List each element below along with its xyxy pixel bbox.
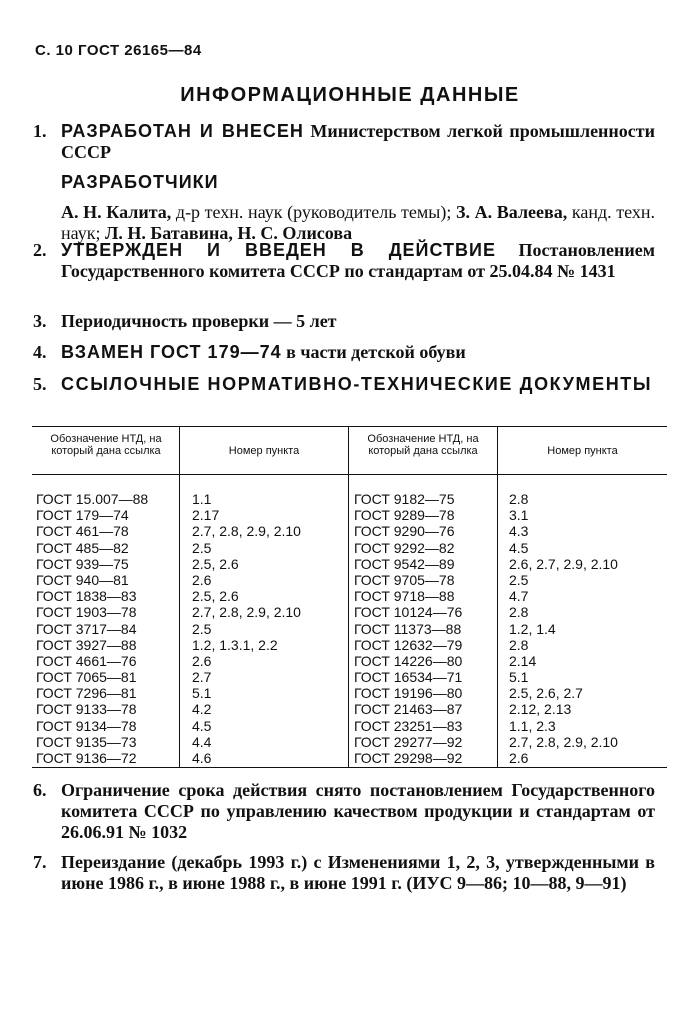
section-6 — [33, 780, 655, 843]
section-number: 3. — [33, 311, 47, 331]
table-cell-item: 2.17 — [192, 507, 220, 524]
section-2 — [33, 240, 655, 282]
table-cell-item: 4.7 — [509, 588, 529, 605]
table-cell-item: 4.3 — [509, 523, 529, 540]
table-cell-doc: ГОСТ 461—78 — [36, 523, 129, 540]
column-divider — [179, 427, 180, 767]
table-cell-item: 1.2, 1.3.1, 2.2 — [192, 636, 278, 653]
table-cell-item: 2.6 — [192, 571, 212, 588]
table-cell-doc: ГОСТ 9292—82 — [354, 539, 455, 556]
table-cell-doc: ГОСТ 9289—78 — [354, 507, 455, 524]
table-cell-doc: ГОСТ 7065—81 — [36, 669, 137, 686]
table-cell-doc: ГОСТ 9134—78 — [36, 717, 137, 734]
table-cell-item: 2.8 — [509, 491, 529, 507]
section-5 — [33, 374, 655, 395]
table-cell-doc: ГОСТ 9182—75 — [354, 491, 455, 507]
section-number: 5. — [33, 374, 47, 394]
table-cell-item: 1.1 — [192, 491, 212, 507]
table-cell-doc: ГОСТ 7296—81 — [36, 685, 137, 702]
table-cell-item: 1.2, 1.4 — [509, 620, 556, 637]
table-cell-doc: ГОСТ 179—74 — [36, 507, 129, 524]
column-header-item: Номер пункта — [228, 445, 300, 457]
section-lead: ВЗАМЕН ГОСТ 179—74 — [61, 342, 282, 362]
table-cell-item: 2.5 — [192, 539, 212, 556]
table-cell-item: 2.7, 2.8, 2.9, 2.10 — [192, 523, 301, 540]
left-docs-column — [36, 491, 148, 766]
section-4 — [33, 342, 655, 363]
column-header-ntd: Обозначение НТД, на который дана ссылка — [50, 433, 162, 457]
table-cell-doc: ГОСТ 11373—88 — [354, 620, 462, 637]
section-text: Постановлением Государственного комитета СССР по стандартам от 25.04.84 № 1431 — [61, 240, 656, 281]
table-cell-doc: ГОСТ 12632—79 — [354, 636, 463, 653]
section-number: 1. — [33, 121, 47, 141]
section-1 — [33, 121, 655, 244]
right-docs-column — [354, 491, 462, 766]
developer-role: д-р техн. наук (руководитель темы); — [175, 202, 452, 222]
table-cell-item: 4.2 — [192, 701, 212, 718]
table-cell-doc: ГОСТ 485—82 — [36, 539, 129, 556]
section-3 — [33, 311, 655, 332]
table-cell-doc: ГОСТ 3717—84 — [36, 620, 137, 637]
table-cell-item: 1.1, 2.3 — [509, 717, 556, 734]
table-cell-item: 2.8 — [509, 636, 529, 653]
developers-heading: РАЗРАБОТЧИКИ — [61, 172, 219, 192]
table-cell-item: 2.14 — [509, 652, 537, 669]
table-cell-doc: ГОСТ 9135—73 — [36, 733, 137, 750]
table-cell-doc: ГОСТ 16534—71 — [354, 669, 463, 686]
table-cell-doc: ГОСТ 21463—87 — [354, 701, 463, 718]
column-divider — [348, 427, 349, 767]
table-cell-doc: ГОСТ 939—75 — [36, 555, 129, 572]
table-cell-item: 2.8 — [509, 604, 529, 621]
table-cell-doc: ГОСТ 15.007—88 — [36, 491, 149, 507]
section-text: Министерством легкой промышленности СССР — [61, 121, 655, 162]
table-cell-doc: ГОСТ 23251—83 — [354, 717, 463, 734]
section-number: 2. — [33, 240, 47, 260]
table-cell-doc: ГОСТ 1903—78 — [36, 604, 137, 621]
table-cell-doc: ГОСТ 19196—80 — [354, 685, 463, 702]
section-text: Переиздание (декабрь 1993 г.) с Изменениями 1, 2, 3, утвержденными в июне 1986 г., в июне 1988 г., в июне 1991 г. (ИУС 9—86; 10—88, 9—91) — [61, 852, 655, 893]
table-cell-item: 4.4 — [192, 733, 212, 750]
header-divider — [32, 474, 667, 475]
table-cell-item: 5.1 — [192, 685, 212, 702]
developer-name: Л. Н. Батавина, Н. С. Олисова — [104, 223, 353, 243]
table-cell-doc: ГОСТ 940—81 — [36, 571, 129, 588]
section-lead: ССЫЛОЧНЫЕ НОРМАТИВНО-ТЕХНИЧЕСКИЕ ДОКУМЕНТЫ — [61, 374, 653, 394]
page-title: ИНФОРМАЦИОННЫЕ ДАННЫЕ — [180, 84, 520, 106]
table-cell-item: 2.12, 2.13 — [509, 701, 572, 718]
column-divider — [497, 427, 498, 767]
section-number: 7. — [33, 852, 47, 872]
table-cell-doc: ГОСТ 9136—72 — [36, 750, 137, 766]
table-cell-item: 2.6 — [192, 652, 212, 669]
left-items-column — [192, 491, 301, 766]
table-cell-item: 4.6 — [192, 750, 212, 766]
developer-role: канд. техн. наук; — [61, 202, 656, 243]
table-cell-doc: ГОСТ 9133—78 — [36, 701, 137, 718]
table-cell-doc: ГОСТ 9705—78 — [354, 571, 455, 588]
section-lead: РАЗРАБОТАН И ВНЕСЕН — [61, 121, 304, 141]
section-text: Ограничение срока действия снято постановлением Государственного комитета СССР по управлению качеством продукции и стандартам от 26.06.91 № 1032 — [61, 780, 655, 842]
right-items-column — [509, 491, 618, 766]
developer-name: А. Н. Калита, — [61, 202, 172, 222]
table-cell-item: 5.1 — [509, 669, 529, 686]
table-cell-doc: ГОСТ 29298—92 — [354, 750, 463, 766]
table-cell-item: 2.6, 2.7, 2.9, 2.10 — [509, 555, 618, 572]
table-cell-item: 3.1 — [509, 507, 529, 524]
table-cell-doc: ГОСТ 14226—80 — [354, 652, 463, 669]
table-cell-doc: ГОСТ 10124—76 — [354, 604, 463, 621]
table-cell-item: 2.5, 2.6, 2.7 — [509, 685, 583, 702]
table-cell-doc: ГОСТ 9718—88 — [354, 588, 455, 605]
table-cell-item: 2.5 — [509, 571, 529, 588]
table-cell-item: 4.5 — [509, 539, 529, 556]
section-text: Периодичность проверки — 5 лет — [61, 311, 337, 331]
table-cell-doc: ГОСТ 9542—89 — [354, 555, 455, 572]
table-cell-item: 2.7, 2.8, 2.9, 2.10 — [509, 733, 618, 750]
column-header-item: Номер пункта — [547, 445, 618, 457]
section-lead: УТВЕРЖДЕН И ВВЕДЕН В ДЕЙСТВИЕ — [61, 240, 496, 260]
section-7 — [33, 852, 655, 894]
table-cell-doc: ГОСТ 3927—88 — [36, 636, 137, 653]
developer-name: З. А. Валеева, — [456, 202, 568, 222]
page-header: С. 10 ГОСТ 26165—84 — [35, 42, 202, 59]
table-cell-doc: ГОСТ 9290—76 — [354, 523, 455, 540]
table-cell-item: 4.5 — [192, 717, 212, 734]
table-cell-item: 2.6 — [509, 750, 529, 766]
references-table — [32, 426, 667, 768]
table-cell-item: 2.5, 2.6 — [192, 555, 239, 572]
table-cell-item: 2.5, 2.6 — [192, 588, 239, 605]
table-cell-doc: ГОСТ 1838—83 — [36, 588, 137, 605]
table-cell-item: 2.5 — [192, 620, 212, 637]
table-cell-doc: ГОСТ 29277—92 — [354, 733, 463, 750]
section-number: 4. — [33, 342, 47, 362]
column-header-ntd: Обозначение НТД, на который дана ссылка — [367, 433, 479, 457]
table-cell-doc: ГОСТ 4661—76 — [36, 652, 137, 669]
table-cell-item: 2.7, 2.8, 2.9, 2.10 — [192, 604, 301, 621]
section-text: в части детской обуви — [286, 342, 466, 362]
section-number: 6. — [33, 780, 47, 800]
table-cell-item: 2.7 — [192, 669, 212, 686]
